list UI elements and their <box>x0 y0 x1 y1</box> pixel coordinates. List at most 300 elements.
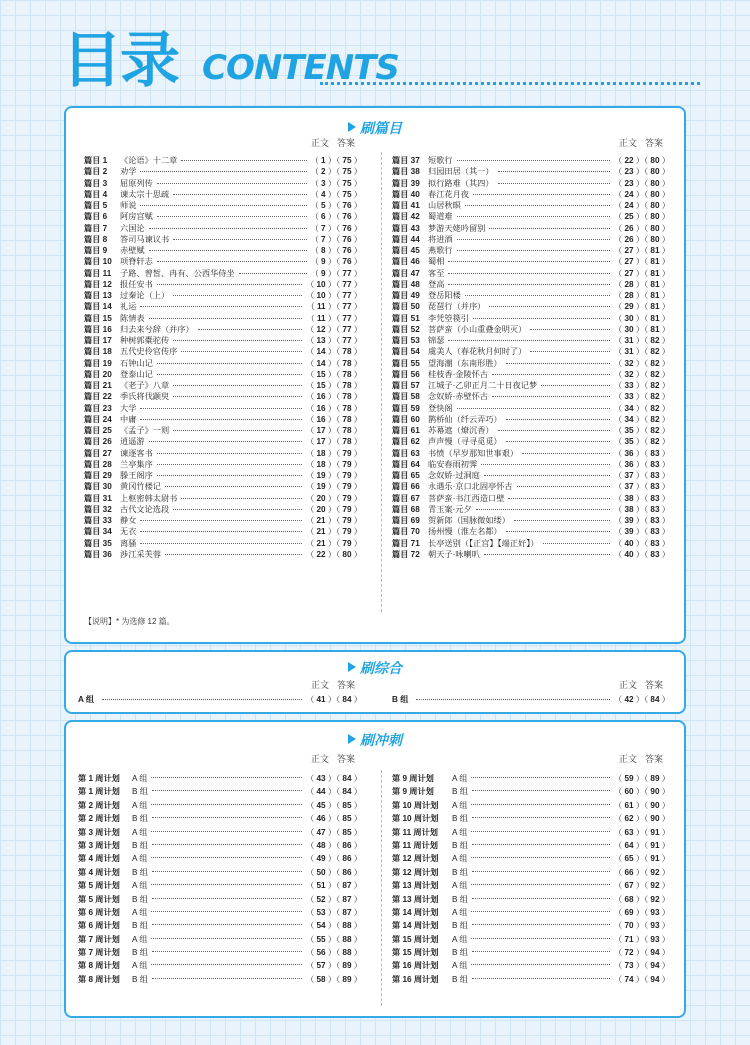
toc-row[interactable] <box>392 346 670 357</box>
toc-row[interactable] <box>84 234 362 245</box>
toc-row[interactable] <box>84 301 362 312</box>
toc-row[interactable] <box>78 866 362 879</box>
section-title <box>66 730 684 750</box>
answer-page: 87 <box>342 907 352 917</box>
toc-row[interactable] <box>392 549 670 560</box>
toc-title: 陈情表 <box>120 313 145 323</box>
toc-row[interactable] <box>392 933 670 946</box>
text-page: 38 <box>624 504 634 514</box>
toc-row[interactable] <box>84 504 362 515</box>
text-page: 9 <box>321 257 326 267</box>
page-numbers: （ 16 ）（ 78 ） <box>306 403 362 413</box>
toc-row[interactable] <box>392 785 670 798</box>
leader-dots <box>506 363 610 364</box>
toc-title: 蜀相 <box>428 257 445 267</box>
text-page: 65 <box>624 854 634 864</box>
toc-row[interactable] <box>78 799 362 812</box>
toc-label: 篇目 67 <box>392 493 420 503</box>
toc-label: 篇目 5 <box>84 201 108 210</box>
toc-label: 篇目 52 <box>392 324 420 334</box>
leader-dots <box>541 385 610 386</box>
toc-row[interactable] <box>78 906 362 919</box>
toc-row[interactable] <box>84 358 362 369</box>
page-numbers: （ 14 ）（ 78 ） <box>306 347 362 357</box>
toc-row[interactable] <box>392 504 670 515</box>
section-title-text: 刷冲刺 <box>360 732 402 748</box>
leader-dots <box>457 160 610 161</box>
toc-row[interactable] <box>392 481 670 492</box>
toc-row[interactable] <box>392 538 670 549</box>
toc-row[interactable] <box>84 268 362 279</box>
leader-dots <box>140 205 307 206</box>
toc-row[interactable] <box>392 959 670 972</box>
page-numbers: （ 34 ）（ 82 ） <box>614 414 670 424</box>
toc-row[interactable] <box>392 526 670 537</box>
toc-column-right <box>392 694 670 705</box>
toc-row[interactable] <box>392 335 670 346</box>
toc-column-right <box>392 772 670 986</box>
col-header-answer: 答案 <box>336 680 355 690</box>
leader-dots <box>472 924 610 925</box>
page-numbers: （ 27 ）（ 81 ） <box>614 246 670 255</box>
toc-label: 篇目 18 <box>84 347 112 357</box>
page-numbers: （ 11 ）（ 77 ） <box>306 302 362 312</box>
toc-row[interactable] <box>84 538 362 549</box>
toc-row[interactable] <box>84 223 362 234</box>
col-header-text: 正文 <box>618 138 637 148</box>
page-numbers: （ 13 ）（ 77 ） <box>306 336 362 345</box>
toc-row[interactable] <box>392 234 670 245</box>
answer-page: 91 <box>650 840 660 850</box>
toc-row[interactable] <box>392 906 670 919</box>
toc-row[interactable] <box>392 459 670 470</box>
toc-label: 篇目 37 <box>392 156 420 165</box>
leader-dots <box>457 239 610 240</box>
toc-row[interactable] <box>84 346 362 357</box>
section-title-text: 刷综合 <box>360 660 402 676</box>
answer-page: 82 <box>650 369 660 379</box>
toc-label: 篇目 1 <box>84 156 108 165</box>
toc-row[interactable] <box>392 189 670 200</box>
toc-row[interactable] <box>392 973 670 986</box>
toc-title: A 组 <box>132 827 148 837</box>
toc-label: 篇目 33 <box>84 516 112 525</box>
toc-row[interactable] <box>84 313 362 324</box>
toc-label: 第 14 周计划 <box>392 907 439 917</box>
page-numbers: （ 74 ）（ 94 ） <box>614 974 670 984</box>
toc-title: A 组 <box>452 961 468 971</box>
text-page: 29 <box>624 302 634 312</box>
text-page: 33 <box>624 381 634 390</box>
answer-page: 86 <box>342 867 352 877</box>
toc-row[interactable] <box>392 380 670 391</box>
page-numbers: （ 45 ）（ 85 ） <box>306 800 362 810</box>
leader-dots <box>173 340 302 341</box>
toc-row[interactable] <box>392 155 670 166</box>
toc-row[interactable] <box>392 893 670 906</box>
page-numbers: （ 39 ）（ 83 ） <box>614 516 670 525</box>
answer-page: 85 <box>342 814 352 824</box>
toc-row[interactable] <box>392 211 670 222</box>
toc-title: 黄冈竹楼记 <box>120 482 161 492</box>
leader-dots <box>140 543 302 544</box>
toc-row[interactable] <box>84 391 362 402</box>
text-page: 33 <box>624 392 634 402</box>
toc-label: 篇目 49 <box>392 291 420 300</box>
toc-label: 第 5 周计划 <box>78 894 120 904</box>
text-page: 43 <box>316 774 326 783</box>
col-header-text: 正文 <box>310 138 329 148</box>
toc-row[interactable] <box>78 893 362 906</box>
toc-label: 篇目 12 <box>84 279 112 289</box>
toc-row[interactable] <box>78 959 362 972</box>
text-page: 31 <box>624 347 634 357</box>
answer-page: 77 <box>342 313 352 323</box>
toc-title: A 组 <box>452 907 468 917</box>
toc-row[interactable] <box>84 425 362 436</box>
text-page: 49 <box>316 854 326 864</box>
toc-title: B 组 <box>132 787 148 797</box>
answer-page: 90 <box>650 814 660 824</box>
toc-title: 登岳阳楼 <box>428 291 461 300</box>
toc-row[interactable] <box>78 946 362 959</box>
triangle-icon <box>348 662 356 672</box>
text-page: 72 <box>624 948 634 958</box>
toc-row[interactable] <box>392 826 670 839</box>
toc-row[interactable] <box>78 879 362 892</box>
answer-page: 88 <box>342 921 352 931</box>
toc-label: 篇目 19 <box>84 358 112 368</box>
toc-label: 第 6 周计划 <box>78 921 120 931</box>
toc-title: 项脊轩志 <box>120 257 153 267</box>
toc-row[interactable] <box>78 694 362 705</box>
toc-row[interactable] <box>392 369 670 380</box>
toc-title: 涉江采芙蓉 <box>120 549 161 559</box>
toc-row[interactable] <box>392 866 670 879</box>
toc-label: 篇目 9 <box>84 246 108 255</box>
text-page: 21 <box>316 538 326 548</box>
page-numbers: （ 39 ）（ 83 ） <box>614 527 670 537</box>
toc-row[interactable] <box>392 694 670 705</box>
toc-label: 篇目 31 <box>84 493 112 503</box>
answer-page: 78 <box>342 426 352 435</box>
toc-row[interactable] <box>392 515 670 526</box>
page-numbers: （ 56 ）（ 88 ） <box>306 948 362 958</box>
toc-row[interactable] <box>78 826 362 839</box>
leader-dots <box>484 554 610 555</box>
text-page: 21 <box>316 527 326 537</box>
leader-dots <box>448 340 610 341</box>
toc-label: 篇目 24 <box>84 414 112 424</box>
leader-dots <box>149 228 307 229</box>
leader-dots <box>149 318 302 319</box>
toc-row[interactable] <box>84 189 362 200</box>
page-numbers: （ 24 ）（ 80 ） <box>614 201 670 210</box>
text-page: 23 <box>624 167 634 177</box>
toc-title: 菩萨蛮·书江西造口壁 <box>428 493 505 503</box>
toc-row[interactable] <box>392 268 670 279</box>
toc-title: A 组 <box>132 907 148 917</box>
toc-row[interactable] <box>392 772 670 785</box>
page-numbers: （ 26 ）（ 80 ） <box>614 234 670 244</box>
answer-page: 78 <box>342 358 352 368</box>
toc-row[interactable] <box>392 425 670 436</box>
answer-page: 79 <box>342 504 352 514</box>
column-headers-left <box>304 752 356 765</box>
toc-label: 篇目 68 <box>392 504 420 514</box>
page-numbers: （ 23 ）（ 80 ） <box>614 167 670 177</box>
toc-row[interactable] <box>392 223 670 234</box>
toc-row[interactable] <box>392 200 670 211</box>
toc-row[interactable] <box>392 414 670 425</box>
text-page: 7 <box>321 234 326 244</box>
toc-row[interactable] <box>84 245 362 256</box>
answer-page: 82 <box>650 392 660 402</box>
toc-row[interactable] <box>392 946 670 959</box>
toc-row[interactable] <box>392 799 670 812</box>
toc-row[interactable] <box>84 166 362 177</box>
answer-page: 77 <box>342 302 352 312</box>
toc-row[interactable] <box>392 245 670 256</box>
leader-dots <box>471 884 610 885</box>
toc-row[interactable] <box>392 852 670 865</box>
leader-dots <box>471 777 610 778</box>
page-numbers: （ 71 ）（ 93 ） <box>614 934 670 944</box>
page-numbers: （ 64 ）（ 91 ） <box>614 840 670 850</box>
answer-page: 81 <box>650 268 660 278</box>
answer-page: 83 <box>650 482 660 492</box>
toc-row[interactable] <box>78 839 362 852</box>
toc-row[interactable] <box>392 436 670 447</box>
toc-row[interactable] <box>78 919 362 932</box>
answer-page: 77 <box>342 279 352 289</box>
leader-dots <box>473 194 610 195</box>
text-page: 27 <box>624 246 634 255</box>
text-page: 26 <box>624 234 634 244</box>
text-page: 70 <box>624 921 634 931</box>
toc-label: 第 16 周计划 <box>392 961 439 971</box>
page-numbers: （ 28 ）（ 81 ） <box>614 291 670 300</box>
page-numbers: （ 27 ）（ 81 ） <box>614 257 670 267</box>
page-numbers: （ 32 ）（ 82 ） <box>614 358 670 368</box>
toc-row[interactable] <box>78 772 362 785</box>
answer-page: 78 <box>342 403 352 413</box>
leader-dots <box>157 284 302 285</box>
column-headers-right <box>612 136 664 149</box>
page-numbers: （ 37 ）（ 83 ） <box>614 482 670 492</box>
column-headers-left <box>304 136 356 149</box>
toc-row[interactable] <box>392 919 670 932</box>
text-page: 6 <box>321 212 326 222</box>
toc-row[interactable] <box>392 403 670 414</box>
answer-page: 86 <box>342 840 352 850</box>
page-title: 目录 <box>62 26 178 96</box>
toc-row[interactable] <box>84 155 362 166</box>
toc-row[interactable] <box>84 549 362 560</box>
leader-dots <box>157 183 307 184</box>
toc-label: 第 2 周计划 <box>78 814 120 824</box>
answer-page: 81 <box>650 313 660 323</box>
text-page: 23 <box>624 178 634 188</box>
leader-dots <box>472 871 610 872</box>
text-page: 45 <box>316 800 326 810</box>
toc-row[interactable] <box>392 166 670 177</box>
toc-row[interactable] <box>78 852 362 865</box>
text-page: 39 <box>624 527 634 537</box>
toc-row[interactable] <box>78 973 362 986</box>
toc-label: 篇目 71 <box>392 538 420 548</box>
toc-row[interactable] <box>392 448 670 459</box>
toc-row[interactable] <box>392 279 670 290</box>
leader-dots <box>471 911 610 912</box>
toc-row[interactable] <box>392 178 670 189</box>
toc-row[interactable] <box>84 448 362 459</box>
answer-page: 76 <box>342 246 352 255</box>
text-page: 36 <box>624 459 634 469</box>
toc-row[interactable] <box>84 470 362 481</box>
toc-row[interactable] <box>392 324 670 335</box>
page-numbers: （ 51 ）（ 87 ） <box>306 881 362 891</box>
toc-row[interactable] <box>84 290 362 301</box>
toc-label: 篇目 51 <box>392 313 420 323</box>
toc-label: 篇目 6 <box>84 212 108 222</box>
toc-row[interactable] <box>392 839 670 852</box>
toc-row[interactable] <box>392 256 670 267</box>
toc-row[interactable] <box>84 279 362 290</box>
answer-page: 75 <box>342 189 352 199</box>
toc-row[interactable] <box>392 470 670 481</box>
toc-title: 苏幕遮（燎沉香） <box>428 426 494 435</box>
toc-row[interactable] <box>78 812 362 825</box>
text-page: 48 <box>316 840 326 850</box>
section-title-text: 刷篇目 <box>360 120 402 136</box>
toc-label: 篇目 42 <box>392 212 420 222</box>
toc-row[interactable] <box>78 933 362 946</box>
leader-dots <box>198 329 302 330</box>
toc-label: 篇目 46 <box>392 257 420 267</box>
toc-title: 登快阁 <box>428 403 453 413</box>
toc-label: 第 7 周计划 <box>78 934 120 944</box>
leader-dots <box>181 160 307 161</box>
page-numbers: （ 38 ）（ 83 ） <box>614 493 670 503</box>
toc-row[interactable] <box>84 380 362 391</box>
leader-dots <box>157 261 307 262</box>
page-numbers: （ 9 ）（ 76 ） <box>310 257 362 267</box>
col-header-answer: 答案 <box>336 754 355 764</box>
toc-row[interactable] <box>392 391 670 402</box>
toc-row[interactable] <box>84 459 362 470</box>
answer-page: 89 <box>342 974 352 984</box>
text-page: 8 <box>321 246 326 255</box>
toc-row[interactable] <box>84 436 362 447</box>
toc-row[interactable] <box>84 414 362 425</box>
page-numbers: （ 31 ）（ 82 ） <box>614 336 670 345</box>
toc-row[interactable] <box>84 211 362 222</box>
leader-dots <box>140 520 302 521</box>
toc-label: 第 11 周计划 <box>392 840 438 850</box>
toc-row[interactable] <box>392 290 670 301</box>
leader-dots <box>165 486 302 487</box>
leader-dots <box>151 884 302 885</box>
toc-row[interactable] <box>84 335 362 346</box>
page-numbers: （ 17 ）（ 78 ） <box>306 426 362 435</box>
toc-row[interactable] <box>84 324 362 335</box>
leader-dots <box>152 978 302 979</box>
toc-row[interactable] <box>392 301 670 312</box>
page-numbers: （ 7 ）（ 76 ） <box>310 234 362 244</box>
toc-row[interactable] <box>84 481 362 492</box>
leader-dots <box>471 938 610 939</box>
leader-dots <box>157 453 302 454</box>
toc-row[interactable] <box>392 493 670 504</box>
toc-row[interactable] <box>392 313 670 324</box>
leader-dots <box>517 486 610 487</box>
answer-page: 93 <box>650 907 660 917</box>
toc-row[interactable] <box>84 403 362 414</box>
answer-page: 82 <box>650 414 660 424</box>
page-numbers: （ 1 ）（ 75 ） <box>310 156 362 165</box>
toc-title: 中庸 <box>120 414 137 424</box>
toc-row[interactable] <box>392 358 670 369</box>
toc-title: 离骚 <box>120 538 137 548</box>
toc-row[interactable] <box>84 369 362 380</box>
answer-page: 83 <box>650 549 660 559</box>
triangle-icon <box>348 122 356 132</box>
toc-title: A 组 <box>132 800 148 810</box>
toc-title: B 组 <box>452 840 468 850</box>
page-numbers: （ 44 ）（ 84 ） <box>306 787 362 797</box>
toc-title: 念奴娇·过洞庭 <box>428 471 480 480</box>
page-numbers: （ 2 ）（ 75 ） <box>310 167 362 177</box>
toc-row[interactable] <box>84 256 362 267</box>
leader-dots <box>543 543 610 544</box>
toc-row[interactable] <box>78 785 362 798</box>
toc-title: B 组 <box>452 814 468 824</box>
leader-dots <box>530 351 610 352</box>
toc-title: B 组 <box>132 814 148 824</box>
leader-dots <box>149 250 307 251</box>
toc-label: 篇目 25 <box>84 426 112 435</box>
page-numbers: （ 16 ）（ 78 ） <box>306 414 362 424</box>
answer-page: 79 <box>342 516 352 525</box>
text-page: 17 <box>316 426 326 435</box>
toc-row[interactable] <box>84 493 362 504</box>
answer-page: 77 <box>342 268 352 278</box>
toc-title: 答司马谏议书 <box>120 234 170 244</box>
toc-row[interactable] <box>84 178 362 189</box>
answer-page: 76 <box>342 201 352 210</box>
toc-row[interactable] <box>392 812 670 825</box>
toc-row[interactable] <box>84 515 362 526</box>
toc-title: 季氏将伐颛臾 <box>120 392 170 402</box>
toc-title: 归园田居（其一） <box>428 167 494 177</box>
answer-page: 80 <box>650 189 660 199</box>
toc-row[interactable] <box>392 879 670 892</box>
text-page: 42 <box>624 695 634 704</box>
toc-row[interactable] <box>84 200 362 211</box>
leader-dots <box>481 464 610 465</box>
toc-title: 扬州慢（淮左名都） <box>428 527 502 537</box>
leader-dots <box>492 396 610 397</box>
toc-label: 篇目 13 <box>84 291 112 300</box>
text-page: 27 <box>624 268 634 278</box>
page-numbers: （ 30 ）（ 81 ） <box>614 324 670 334</box>
toc-label: 篇目 61 <box>392 426 420 435</box>
toc-row[interactable] <box>84 526 362 537</box>
text-page: 20 <box>316 504 326 514</box>
answer-page: 81 <box>650 279 660 289</box>
header <box>62 26 702 96</box>
